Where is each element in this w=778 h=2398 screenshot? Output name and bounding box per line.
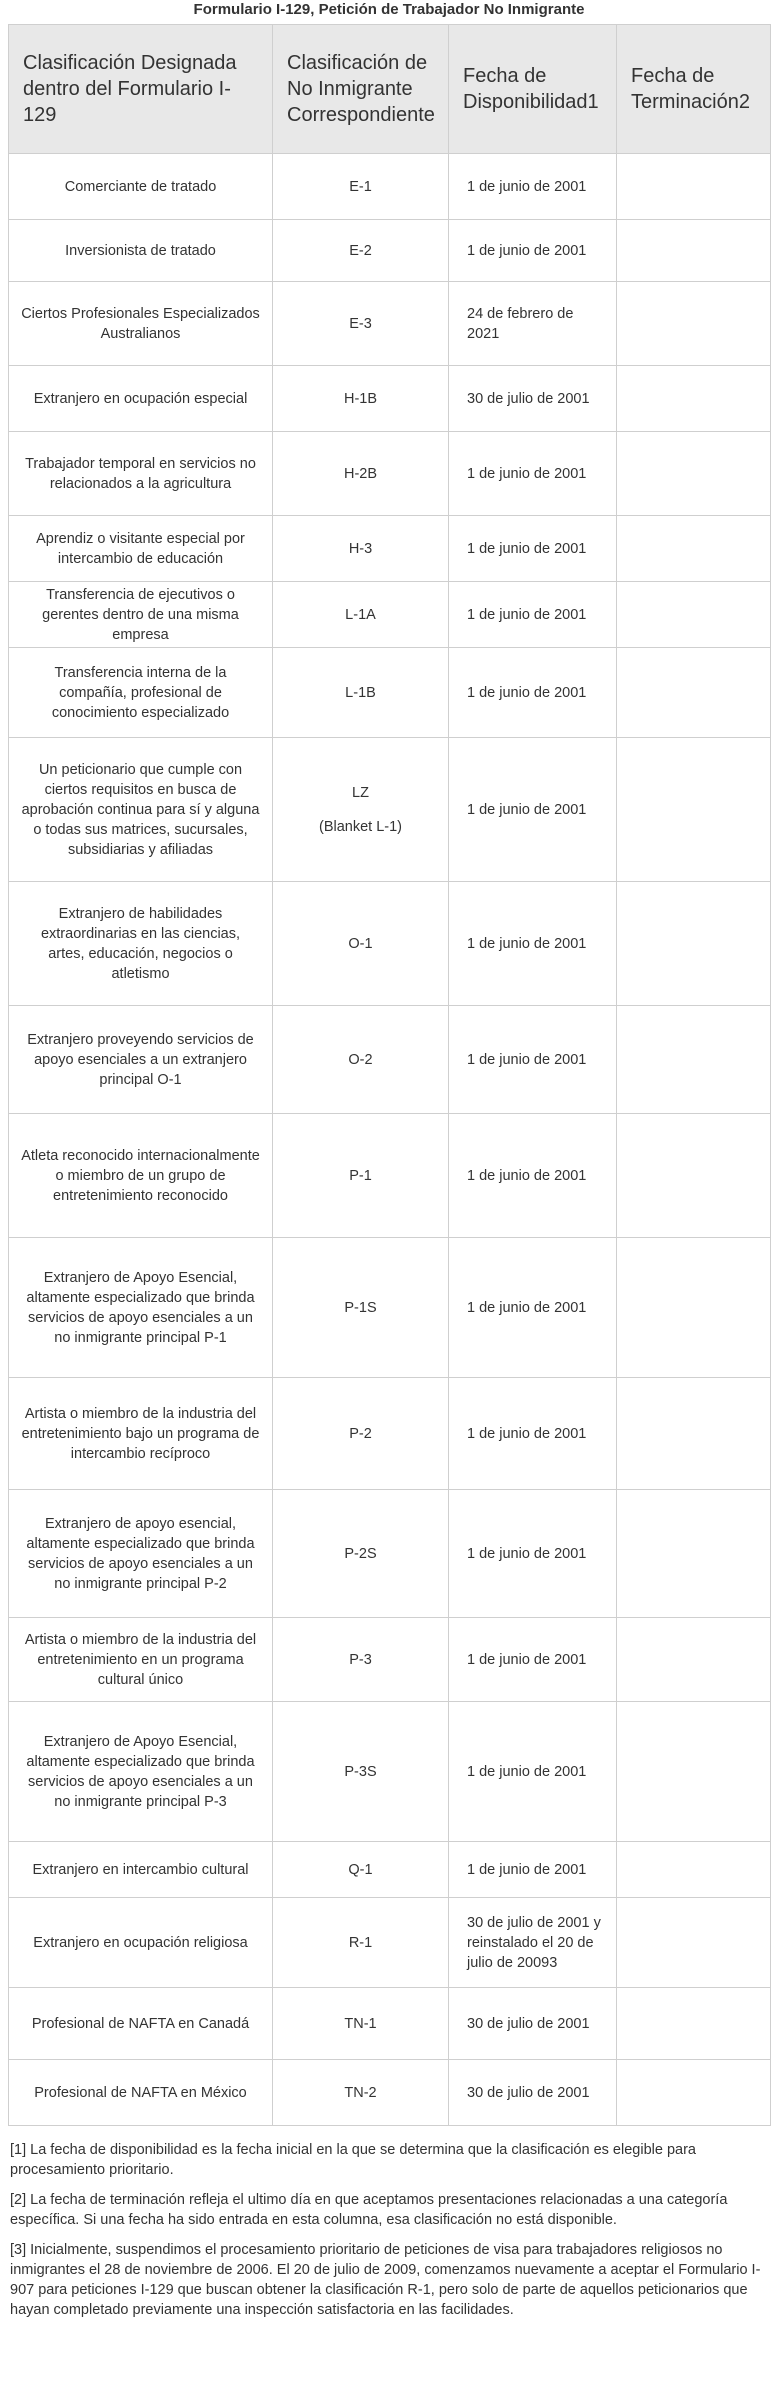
cell-designation: Trabajador temporal en servicios no relacionados a la agricultura — [9, 432, 273, 516]
cell-classification — [273, 738, 449, 882]
cell-classification — [273, 1006, 449, 1114]
cell-designation: Transferencia interna de la compañía, profesional de conocimiento especializado — [9, 648, 273, 738]
cell-termination — [617, 516, 771, 582]
cell-availability: 1 de junio de 2001 — [449, 516, 617, 582]
table-row — [9, 1006, 771, 1114]
table-row — [9, 738, 771, 882]
cell-availability: 1 de junio de 2001 — [449, 882, 617, 1006]
classification-code: H-1B — [343, 390, 378, 407]
table-row — [9, 282, 771, 366]
cell-classification — [273, 154, 449, 220]
cell-termination — [617, 282, 771, 366]
cell-designation: Profesional de NAFTA en Canadá — [9, 1988, 273, 2060]
cell-classification — [273, 1842, 449, 1898]
cell-availability: 24 de febrero de 2021 — [449, 282, 617, 366]
classification-note: (Blanket L-1) — [318, 818, 402, 835]
cell-termination — [617, 366, 771, 432]
cell-availability: 30 de julio de 2001 — [449, 1988, 617, 2060]
cell-availability: 1 de junio de 2001 — [449, 738, 617, 882]
cell-availability: 1 de junio de 2001 — [449, 1490, 617, 1618]
cell-termination — [617, 1702, 771, 1842]
cell-designation: Ciertos Profesionales Especializados Australianos — [9, 282, 273, 366]
cell-classification — [273, 1490, 449, 1618]
cell-availability: 30 de julio de 2001 y reinstalado el 20 de julio de 20093 — [449, 1898, 617, 1988]
table-row — [9, 1378, 771, 1490]
table-row — [9, 582, 771, 648]
cell-termination — [617, 1988, 771, 2060]
cell-classification — [273, 220, 449, 282]
classification-code: LZ — [352, 784, 369, 801]
classification-code: H-3 — [348, 540, 373, 557]
cell-termination — [617, 1898, 771, 1988]
cell-designation: Comerciante de tratado — [9, 154, 273, 220]
cell-designation: Artista o miembro de la industria del entretenimiento en un programa cultural único — [9, 1618, 273, 1702]
footnote: [3] Inicialmente, suspendimos el procesamiento prioritario de peticiones de visa para trabajadores religiosos no inmigrantes el 28 de noviembre de 2006. El 20 de julio de 2009, comenzamos nuevamente a aceptar el Formulario I-907 para peticiones I-129 que buscan obtener la clasificación R-1, pero solo de parte de aquellos peticionarios que hayan completado previamente una inspección satisfactoria en las facilidades. — [10, 2242, 761, 2318]
classification-code: P-3 — [349, 1651, 372, 1668]
cell-availability: 1 de junio de 2001 — [449, 1114, 617, 1238]
classification-code: R-1 — [348, 1934, 373, 1951]
cell-availability: 1 de junio de 2001 — [449, 1702, 617, 1842]
cell-classification — [273, 1378, 449, 1490]
classification-code: Q-1 — [348, 1861, 373, 1878]
classification-table — [8, 24, 771, 2126]
table-row — [9, 154, 771, 220]
cell-availability: 1 de junio de 2001 — [449, 648, 617, 738]
table-row — [9, 1988, 771, 2060]
footnotes — [10, 2140, 768, 2320]
table-row — [9, 1898, 771, 1988]
cell-termination — [617, 738, 771, 882]
cell-availability: 1 de junio de 2001 — [449, 1238, 617, 1378]
cell-termination — [617, 1114, 771, 1238]
cell-termination — [617, 1842, 771, 1898]
cell-designation: Extranjero de apoyo esencial, altamente especializado que brinda servicios de apoyo esenciales a un no inmigrante principal P-2 — [9, 1490, 273, 1618]
table-row — [9, 882, 771, 1006]
classification-code: TN-2 — [344, 2084, 377, 2101]
cell-designation: Artista o miembro de la industria del entretenimiento bajo un programa de intercambio recíproco — [9, 1378, 273, 1490]
cell-classification — [273, 432, 449, 516]
table-row — [9, 1618, 771, 1702]
footnote: [1] La fecha de disponibilidad es la fecha inicial en la que se determina que la clasificación es elegible para procesamiento prioritario. — [10, 2142, 696, 2178]
cell-designation: Inversionista de tratado — [9, 220, 273, 282]
cell-classification — [273, 1702, 449, 1842]
classification-code: P-2 — [349, 1425, 372, 1442]
cell-termination — [617, 2060, 771, 2126]
table-row — [9, 1490, 771, 1618]
cell-designation: Extranjero en intercambio cultural — [9, 1842, 273, 1898]
cell-designation: Extranjero de habilidades extraordinarias en las ciencias, artes, educación, negocios o atletismo — [9, 882, 273, 1006]
classification-code: E-1 — [349, 178, 372, 195]
table-caption: Formulario I-129, Petición de Trabajador No Inmigrante — [193, 1, 585, 18]
classification-code: E-3 — [349, 315, 372, 332]
table-header-row — [9, 25, 771, 154]
footnote: [2] La fecha de terminación refleja el ultimo día en que aceptamos presentaciones relacionadas a una categoría específica. Si una fecha ha sido entrada en esta columna, esa clasificación no está disponible. — [10, 2192, 728, 2228]
table-row — [9, 2060, 771, 2126]
cell-availability: 1 de junio de 2001 — [449, 154, 617, 220]
cell-termination — [617, 432, 771, 516]
table-row — [9, 1114, 771, 1238]
cell-availability: 1 de junio de 2001 — [449, 1006, 617, 1114]
classification-code: E-2 — [349, 242, 372, 259]
cell-classification — [273, 648, 449, 738]
cell-availability: 1 de junio de 2001 — [449, 220, 617, 282]
cell-designation: Profesional de NAFTA en México — [9, 2060, 273, 2126]
cell-classification — [273, 366, 449, 432]
cell-termination — [617, 1490, 771, 1618]
cell-classification — [273, 582, 449, 648]
cell-classification — [273, 282, 449, 366]
cell-classification — [273, 882, 449, 1006]
cell-designation: Atleta reconocido internacionalmente o miembro de un grupo de entretenimiento reconocido — [9, 1114, 273, 1238]
cell-classification — [273, 1238, 449, 1378]
classification-code: P-2S — [344, 1545, 377, 1562]
cell-availability: 1 de junio de 2001 — [449, 432, 617, 516]
header-classification: Clasificación de No Inmigrante Correspondiente — [273, 25, 449, 154]
cell-designation: Extranjero en ocupación especial — [9, 366, 273, 432]
cell-termination — [617, 882, 771, 1006]
cell-designation: Transferencia de ejecutivos o gerentes dentro de una misma empresa — [9, 582, 273, 648]
header-designation: Clasificación Designada dentro del Formulario I-129 — [9, 25, 273, 154]
cell-designation: Extranjero de Apoyo Esencial, altamente especializado que brinda servicios de apoyo esenciales a un no inmigrante principal P-3 — [9, 1702, 273, 1842]
cell-availability: 30 de julio de 2001 — [449, 366, 617, 432]
classification-code: O-2 — [348, 1051, 373, 1068]
classification-code: L-1A — [345, 606, 376, 623]
classification-code: O-1 — [348, 935, 373, 952]
classification-code: L-1B — [345, 684, 376, 701]
cell-availability: 30 de julio de 2001 — [449, 2060, 617, 2126]
cell-availability: 1 de junio de 2001 — [449, 1618, 617, 1702]
cell-classification — [273, 1114, 449, 1238]
cell-designation: Un peticionario que cumple con ciertos requisitos en busca de aprobación continua para sí y alguna o todas sus matrices, sucursales, subsidiarias y afiliadas — [9, 738, 273, 882]
cell-termination — [617, 154, 771, 220]
cell-classification — [273, 1618, 449, 1702]
header-availability: Fecha de Disponibilidad1 — [449, 25, 617, 154]
table-row — [9, 1702, 771, 1842]
cell-termination — [617, 1378, 771, 1490]
cell-designation: Aprendiz o visitante especial por intercambio de educación — [9, 516, 273, 582]
cell-classification — [273, 1988, 449, 2060]
cell-availability: 1 de junio de 2001 — [449, 1378, 617, 1490]
table-row — [9, 220, 771, 282]
cell-termination — [617, 1238, 771, 1378]
cell-termination — [617, 1618, 771, 1702]
header-termination: Fecha de Terminación2 — [617, 25, 771, 154]
table-row — [9, 1842, 771, 1898]
table-row — [9, 432, 771, 516]
cell-designation: Extranjero proveyendo servicios de apoyo esenciales a un extranjero principal O-1 — [9, 1006, 273, 1114]
cell-classification — [273, 1898, 449, 1988]
cell-designation: Extranjero de Apoyo Esencial, altamente especializado que brinda servicios de apoyo esenciales a un no inmigrante principal P-1 — [9, 1238, 273, 1378]
classification-code: H-2B — [343, 465, 378, 482]
cell-termination — [617, 1006, 771, 1114]
cell-termination — [617, 220, 771, 282]
cell-termination — [617, 648, 771, 738]
cell-termination — [617, 582, 771, 648]
classification-code: P-3S — [344, 1763, 377, 1780]
table-row — [9, 1238, 771, 1378]
cell-classification — [273, 2060, 449, 2126]
table-row — [9, 516, 771, 582]
classification-code: P-1 — [349, 1167, 372, 1184]
cell-availability: 1 de junio de 2001 — [449, 582, 617, 648]
cell-availability: 1 de junio de 2001 — [449, 1842, 617, 1898]
classification-code: TN-1 — [344, 2015, 377, 2032]
cell-classification — [273, 516, 449, 582]
cell-designation: Extranjero en ocupación religiosa — [9, 1898, 273, 1988]
classification-code: P-1S — [344, 1299, 377, 1316]
table-row — [9, 366, 771, 432]
table-row — [9, 648, 771, 738]
